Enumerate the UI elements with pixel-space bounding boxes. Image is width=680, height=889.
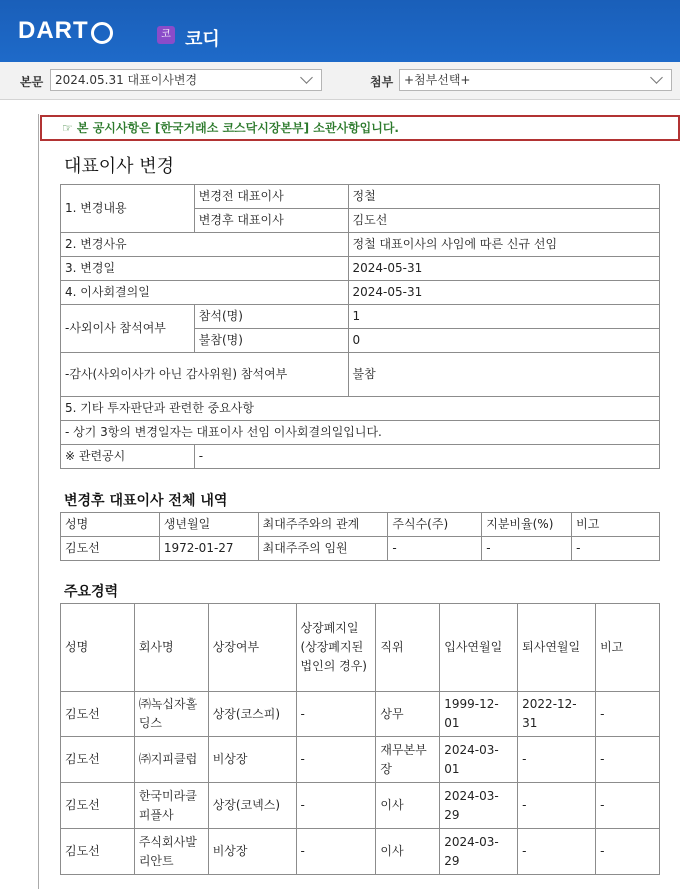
cell-position: 이사: [376, 829, 440, 875]
th-relation: 최대주주와의 관계: [258, 513, 388, 537]
th-shares: 주식수(주): [388, 513, 482, 537]
main-doc-label: 본문: [20, 75, 44, 89]
change-reason-value: 정철 대표이사의 사임에 따른 신규 선임: [348, 233, 659, 257]
cell-company: ㈜녹십자홀딩스: [134, 692, 208, 737]
auditor-attend-label: -감사(사외이사가 아닌 감사위원) 참석여부: [61, 353, 349, 397]
cell-note: -: [596, 783, 660, 829]
cell-birth: 1972-01-27: [159, 537, 258, 561]
cell-listed: 비상장: [208, 829, 296, 875]
cell-company: ㈜지피클럽: [134, 737, 208, 783]
cell-company: 주식회사발리안트: [134, 829, 208, 875]
th-ratio: 지분비율(%): [482, 513, 572, 537]
cell-delisted: -: [296, 829, 376, 875]
attend-label: 참석(명): [194, 305, 348, 329]
cell-ratio: -: [482, 537, 572, 561]
other-matters-label: 5. 기타 투자판단과 관련한 중요사항: [61, 397, 660, 421]
cell-company: 한국미라클피플사: [134, 783, 208, 829]
ceo-list-table: [60, 512, 660, 561]
change-detail-table: [60, 184, 660, 469]
main-doc-select[interactable]: [50, 69, 322, 91]
board-date-value: 2024-05-31: [348, 281, 659, 305]
cell-delisted: -: [296, 737, 376, 783]
attach-label: 첨부: [370, 75, 394, 89]
app-header: [0, 0, 680, 62]
cell-position: 재무본부장: [376, 737, 440, 783]
attach-select-value: +첨부선택+: [404, 73, 471, 87]
dart-logo[interactable]: [18, 14, 113, 48]
cell-listed: 비상장: [208, 737, 296, 783]
cell-delisted: -: [296, 692, 376, 737]
cell-join-date: 2024-03-29: [440, 783, 518, 829]
attach-select[interactable]: [399, 69, 672, 91]
table-row: [61, 829, 660, 875]
absent-value: 0: [348, 329, 659, 353]
th-join-date: 입사연월일: [440, 604, 518, 692]
th-listed: 상장여부: [208, 604, 296, 692]
cell-relation: 최대주주의 임원: [258, 537, 388, 561]
cell-join-date: 1999-12-01: [440, 692, 518, 737]
doc-border: [38, 114, 39, 889]
logo-text: DART: [18, 17, 89, 44]
logo-circle-icon: [91, 22, 113, 44]
board-date-label: 4. 이사회결의일: [61, 281, 349, 305]
table-row: [61, 692, 660, 737]
selector-bar: [0, 62, 680, 100]
section-ceo-list-title: 변경후 대표이사 전체 내역: [64, 493, 228, 509]
th-name: 성명: [61, 513, 160, 537]
cell-listed: 상장(코스피): [208, 692, 296, 737]
notice-banner: ☞ 본 공시사항은 [한국거래소 코스닥시장본부] 소관사항입니다.: [40, 115, 680, 141]
cell-name: 김도선: [61, 692, 135, 737]
cell-leave-date: -: [518, 783, 596, 829]
chevron-down-icon: [300, 71, 313, 84]
cell-shares: -: [388, 537, 482, 561]
change-content-label: 1. 변경내용: [61, 185, 195, 233]
th-note: 비고: [572, 513, 660, 537]
related-disclosure-label: ※ 관련공시: [61, 445, 195, 469]
cell-name: 김도선: [61, 537, 160, 561]
change-reason-label: 2. 변경사유: [61, 233, 349, 257]
corp-badge: 코: [157, 26, 175, 44]
outside-director-label: -사외이사 참석여부: [61, 305, 195, 353]
cell-delisted: -: [296, 783, 376, 829]
cell-leave-date: -: [518, 737, 596, 783]
table-row: [61, 537, 660, 561]
cell-position: 이사: [376, 783, 440, 829]
cell-note: -: [596, 692, 660, 737]
page-title: 대표이사 변경: [64, 156, 175, 177]
attend-value: 1: [348, 305, 659, 329]
related-disclosure-value: -: [194, 445, 659, 469]
section-career-title: 주요경력: [64, 584, 119, 600]
before-ceo-value: 정철: [348, 185, 659, 209]
change-date-value: 2024-05-31: [348, 257, 659, 281]
absent-label: 불참(명): [194, 329, 348, 353]
th-name: 성명: [61, 604, 135, 692]
change-date-label: 3. 변경일: [61, 257, 349, 281]
th-position: 직위: [376, 604, 440, 692]
cell-leave-date: 2022-12-31: [518, 692, 596, 737]
cell-join-date: 2024-03-01: [440, 737, 518, 783]
corp-name: 코디: [185, 29, 220, 50]
other-matters-text: - 상기 3항의 변경일자는 대표이사 선임 이사회결의일입니다.: [61, 421, 660, 445]
th-note: 비고: [596, 604, 660, 692]
chevron-down-icon: [650, 71, 663, 84]
th-company: 회사명: [134, 604, 208, 692]
main-doc-select-value: 2024.05.31 대표이사변경: [55, 73, 198, 87]
cell-note: -: [596, 829, 660, 875]
cell-note: -: [572, 537, 660, 561]
cell-join-date: 2024-03-29: [440, 829, 518, 875]
career-table: [60, 603, 660, 875]
document-area: [0, 100, 680, 889]
cell-name: 김도선: [61, 783, 135, 829]
th-leave-date: 퇴사연월일: [518, 604, 596, 692]
before-ceo-label: 변경전 대표이사: [194, 185, 348, 209]
cell-listed: 상장(코넥스): [208, 783, 296, 829]
cell-note: -: [596, 737, 660, 783]
th-birth: 생년월일: [159, 513, 258, 537]
table-row: [61, 737, 660, 783]
cell-leave-date: -: [518, 829, 596, 875]
after-ceo-label: 변경후 대표이사: [194, 209, 348, 233]
table-row: [61, 783, 660, 829]
th-delisted: 상장폐지일(상장폐지된 법인의 경우): [296, 604, 376, 692]
after-ceo-value: 김도선: [348, 209, 659, 233]
auditor-attend-value: 불참: [348, 353, 659, 397]
cell-name: 김도선: [61, 737, 135, 783]
cell-position: 상무: [376, 692, 440, 737]
cell-name: 김도선: [61, 829, 135, 875]
